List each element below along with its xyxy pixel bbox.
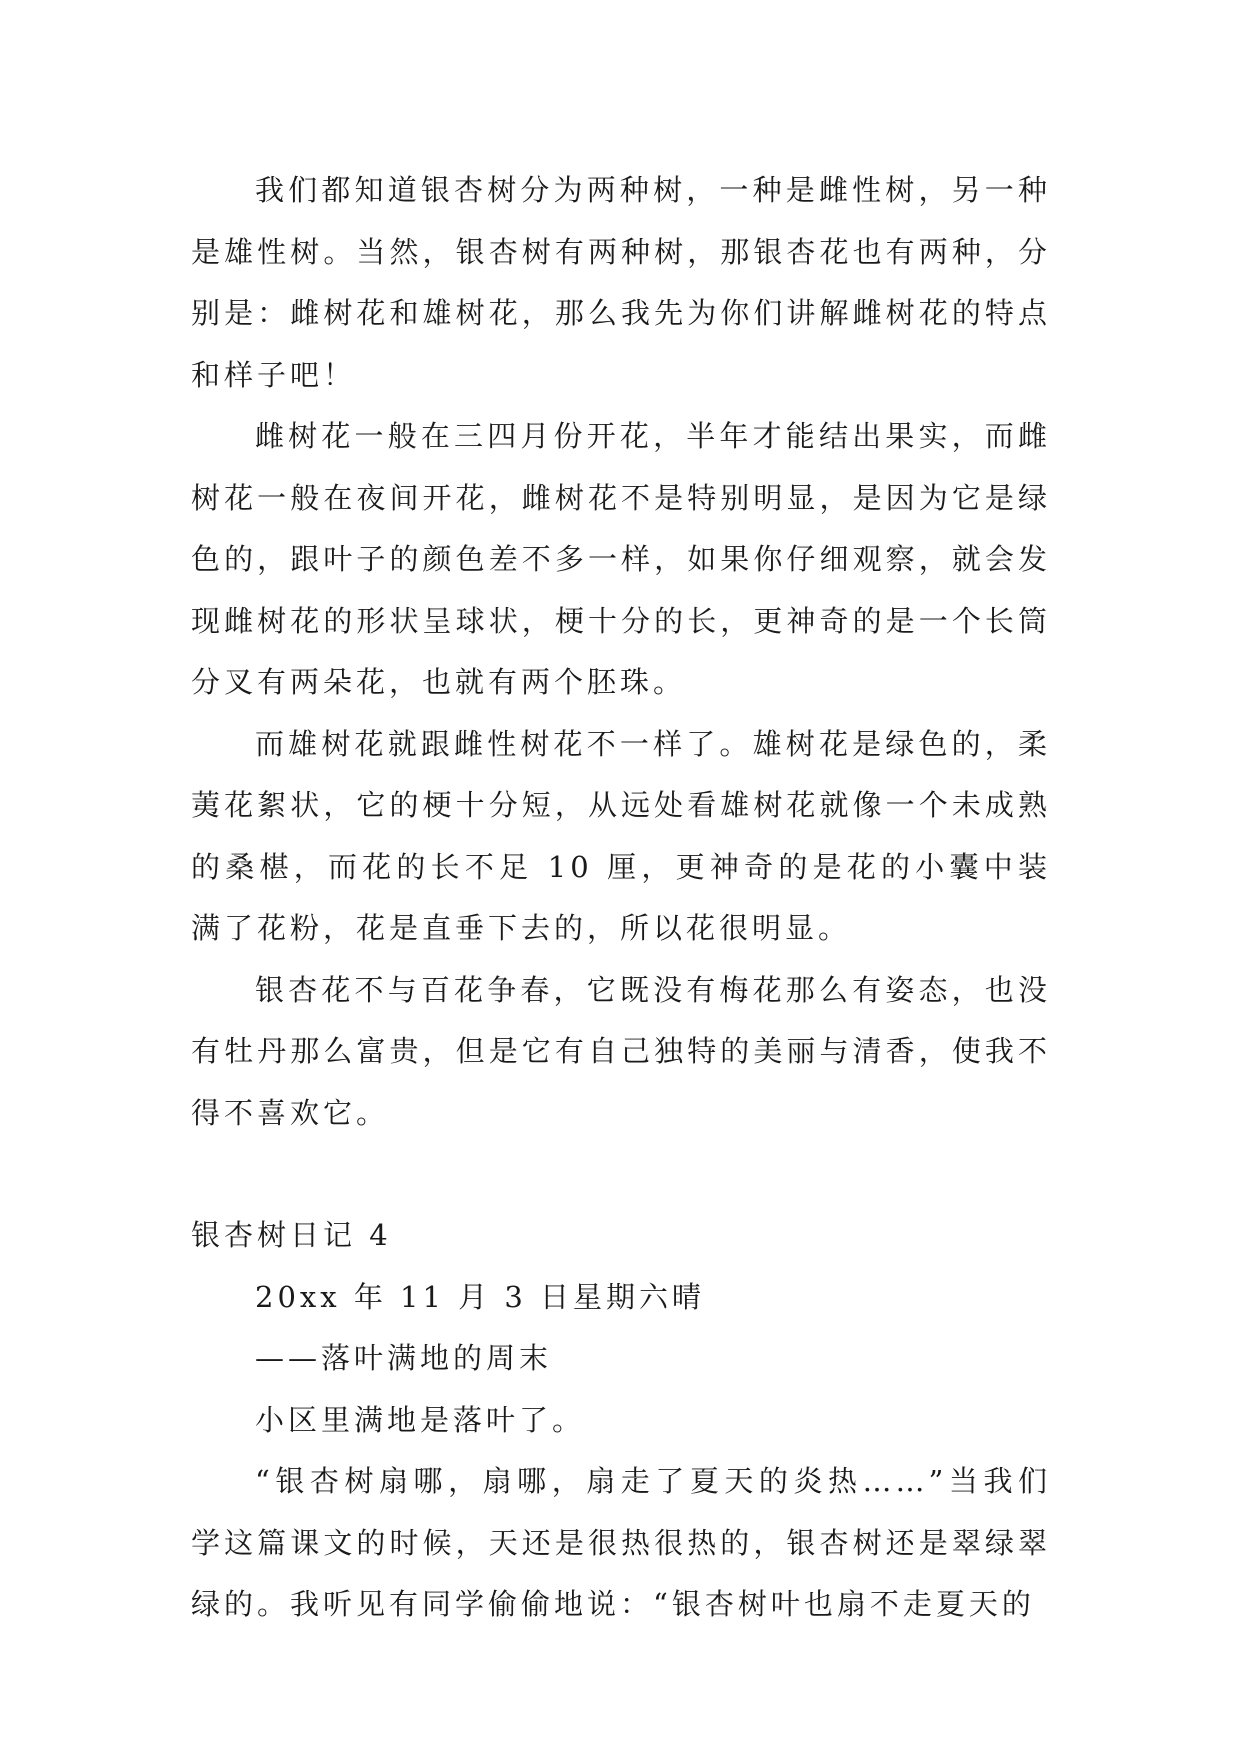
diary-date: 20xx 年 11 月 3 日星期六晴 [255, 1279, 706, 1314]
diary-subtitle: ——落叶满地的周末 [255, 1341, 553, 1375]
section-title: 银杏树日记 4 [191, 1218, 392, 1252]
paragraph-female-flowers: 雌树花一般在三四月份开花，半年才能结出果实，而雌树花一般在夜间开花，雌树花不是特别明显，是因为它是绿色的，跟叶子的颜色差不多一样，如果你仔细观察，就会发现雌树花的形状呈球状，梗十分的长，更神奇的是一个长筒分叉有两朵花，也就有两个胚珠。 [191, 419, 1051, 699]
paragraph-male-flowers: 而雄树花就跟雌性树花不一样了。雄树花是绿色的，柔荑花絮状，它的梗十分短，从远处看雄树花就像一个未成熟的桑椹，而花的长不足 10 厘，更神奇的是花的小囊中装满了花粉，花是直垂下去的，所以花很明显。 [191, 726, 1051, 945]
paragraph-conclusion: 银杏花不与百花争春，它既没有梅花那么有姿态，也没有牡丹那么富贵，但是它有自己独特的美丽与清香，使我不得不喜欢它。 [191, 972, 1051, 1130]
paragraph-ginkgo-types: 我们都知道银杏树分为两种树，一种是雌性树，另一种是雄性树。当然，银杏树有两种树，那银杏花也有两种，分别是：雌树花和雄树花，那么我先为你们讲解雌树花的特点和样子吧！ [191, 173, 1051, 392]
paragraph-diary-body: “银杏树扇哪，扇哪，扇走了夏天的炎热……”当我们学这篇课文的时候，天还是很热很热的，银杏树还是翠绿翠绿的。我听见有同学偷偷地说：“银杏树叶也扇不走夏天的 [191, 1464, 1051, 1621]
diary-first-line: 小区里满地是落叶了。 [255, 1402, 586, 1437]
document-body [191, 160, 1051, 1636]
